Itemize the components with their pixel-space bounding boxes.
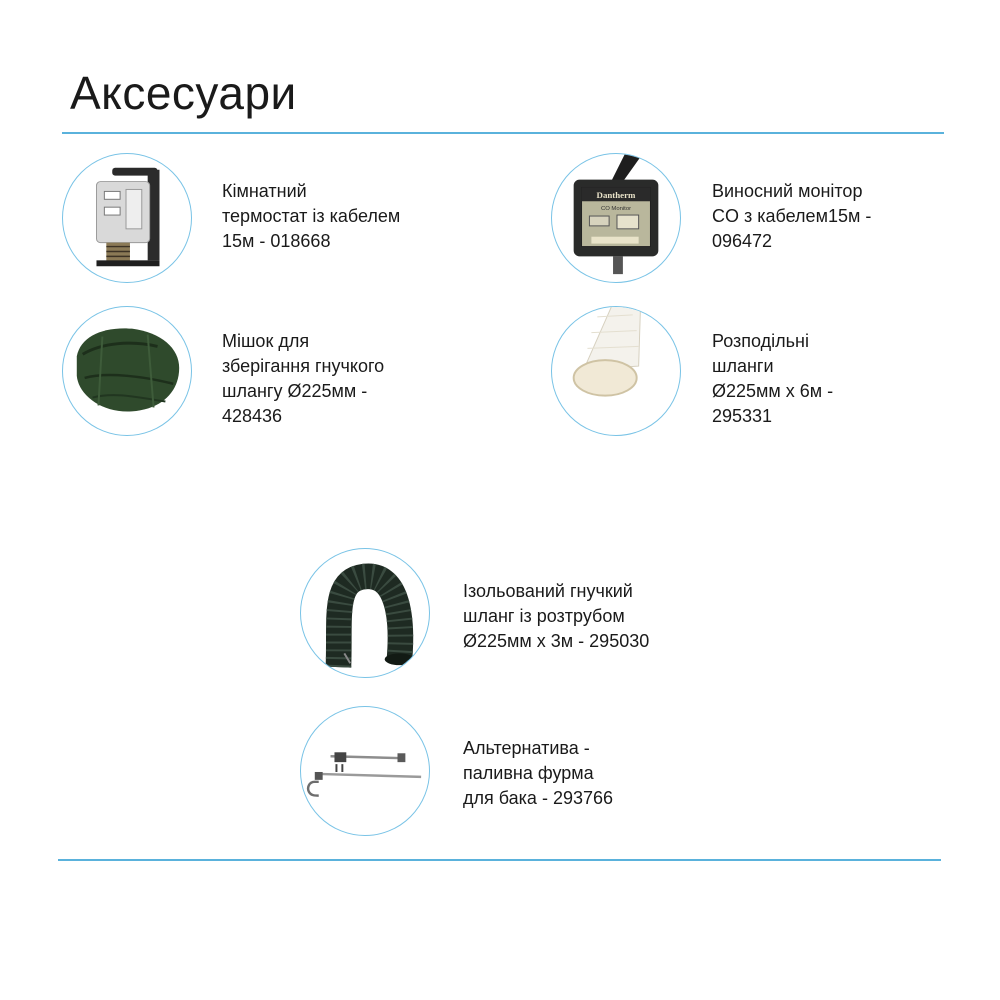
storage-bag-image — [62, 306, 192, 436]
device-brand-label: Dantherm — [596, 189, 636, 200]
thermostat-description: Кімнатний термостат із кабелем 15м - 018668 — [222, 181, 401, 251]
bottom-divider — [58, 859, 941, 861]
thermostat-image — [62, 153, 192, 283]
page-title: Аксесуари — [70, 67, 297, 119]
distribution-hoses-description: Розподільні шланги Ø225мм x 6м - 295331 — [712, 331, 834, 426]
fuel-lance-image — [300, 706, 430, 836]
insulated-hose-description: Ізольований гнучкий шланг із розтрубом Ø225мм x 3м - 295030 — [463, 581, 650, 651]
device-model-label: CO Monitor — [600, 206, 632, 213]
distribution-hoses-image — [551, 306, 681, 436]
fuel-lance-description: Альтернатива - паливна фурма для бака - 293766 — [463, 738, 614, 808]
top-divider — [62, 132, 944, 134]
insulated-hose-image — [300, 548, 430, 678]
storage-bag-description: Мішок для зберігання гнучкого шлангу Ø225мм - 428436 — [222, 331, 385, 426]
co-monitor-image — [551, 153, 681, 283]
co-monitor-description: Виносний монітор CO з кабелем15м - 096472 — [712, 181, 872, 251]
